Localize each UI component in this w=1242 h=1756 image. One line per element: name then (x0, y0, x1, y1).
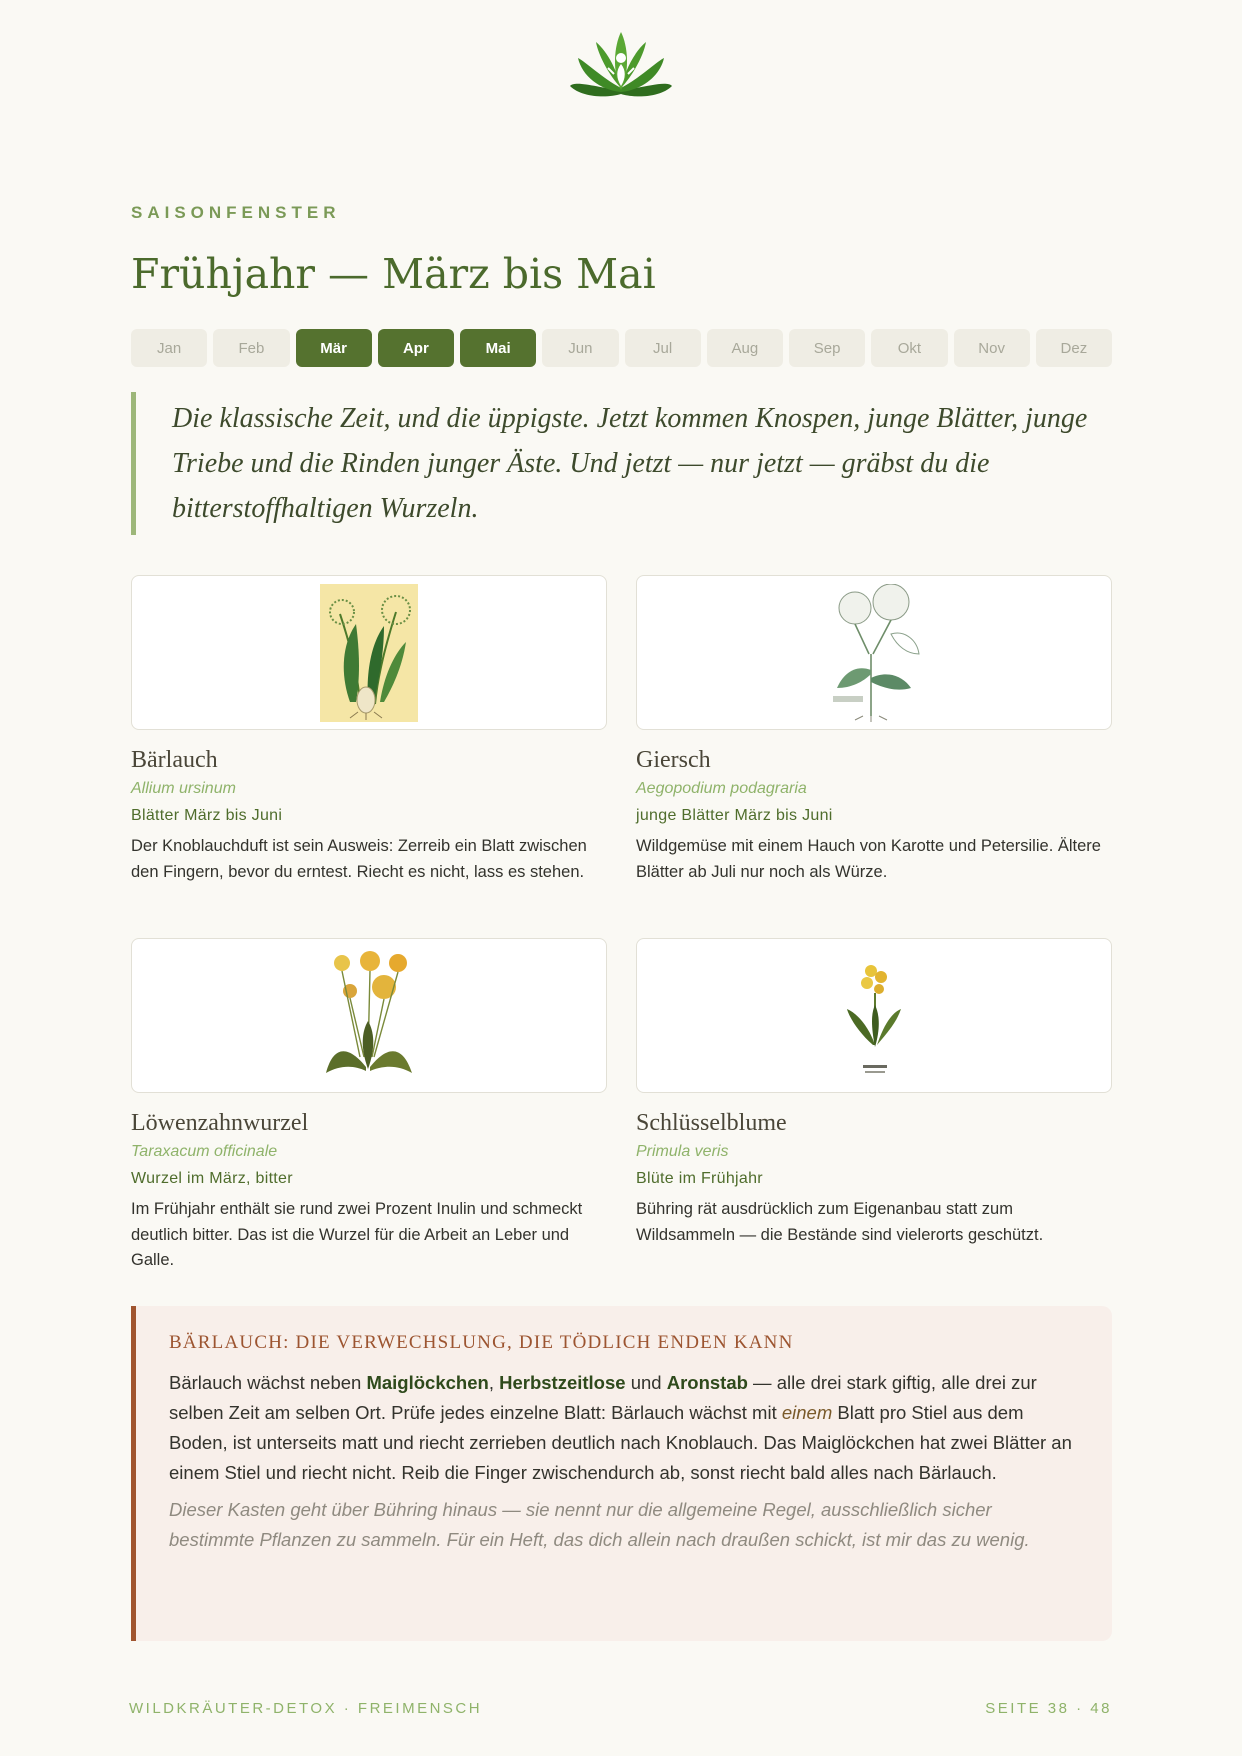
ground-elder-illustration (825, 584, 923, 722)
page-number: SEITE 38 · 48 (985, 1700, 1112, 1717)
month-mai: Mai (460, 329, 536, 367)
warning-box (131, 1306, 1112, 1641)
lotus-icon (568, 28, 674, 100)
plant-season: Blüte im Frühjahr (636, 1170, 763, 1187)
plant-season: junge Blätter März bis Juni (636, 807, 833, 824)
plant-description: Wildgemüse mit einem Hauch von Karotte und Petersilie. Ältere Blätter ab Juli nur noch als Würze. (636, 837, 1101, 881)
month-sep: Sep (789, 329, 865, 367)
month-aug: Aug (707, 329, 783, 367)
plant-latin-name: Allium ursinum (131, 780, 236, 797)
plant-card-giersch (636, 575, 1112, 885)
warning-heading: BÄRLAUCH: DIE VERWECHSLUNG, DIE TÖDLICH ENDEN KANN (169, 1332, 794, 1353)
poison-plant-arum: Aronstab (666, 1372, 748, 1393)
plant-season: Wurzel im März, bitter (131, 1170, 293, 1187)
plant-image-frame (131, 575, 607, 730)
cowslip-illustration (825, 947, 923, 1085)
plant-name: Schlüsselblume (636, 1110, 787, 1136)
footer-title: WILDKRÄUTER-DETOX · FREIMENSCH (129, 1700, 483, 1717)
plant-description: Im Frühjahr enthält sie rund zwei Prozent Inulin und schmeckt deutlich bitter. Das ist die Wurzel für die Arbeit an Leber und Galle. (131, 1200, 583, 1269)
section-eyebrow: SAISONFENSTER (131, 203, 341, 222)
poison-plant-crocus: Herbstzeitlose (499, 1372, 626, 1393)
month-jul: Jul (625, 329, 701, 367)
plant-season: Blätter März bis Juni (131, 807, 283, 824)
plant-latin-name: Taraxacum officinale (131, 1143, 278, 1160)
month-jan: Jan (131, 329, 207, 367)
plant-name: Giersch (636, 747, 711, 773)
dandelion-illustration (320, 947, 418, 1085)
plant-description: Der Knoblauchduft ist sein Ausweis: Zerreib ein Blatt zwischen den Fingern, bevor du erntest. Riecht es nicht, lass es stehen. (131, 837, 587, 881)
month-jun: Jun (542, 329, 618, 367)
plant-image-frame (636, 575, 1112, 730)
warning-note: Dieser Kasten geht über Bühring hinaus — sie nennt nur die allgemeine Regel, ausschließlich sicher bestimmte Pflanzen zu sammeln. Für ein Heft, das dich allein nach draußen schickt, ist mir das zu wenig. (169, 1499, 1030, 1550)
month-nov: Nov (954, 329, 1030, 367)
poison-plant-lily: Maiglöckchen (366, 1372, 489, 1393)
month-okt: Okt (871, 329, 947, 367)
plant-card-loewenzahnwurzel (131, 938, 607, 1274)
plant-image-frame (131, 938, 607, 1093)
plant-card-schluesselblume (636, 938, 1112, 1248)
emphasis-word: einem (781, 1402, 833, 1423)
intro-quote: Die klassische Zeit, und die üppigste. Jetzt kommen Knospen, junge Blätter, junge Triebe und die Rinden junger Äste. Und jetzt — nur jetzt — gräbst du die bitterstoffhaltigen Wurzeln. (131, 392, 1116, 535)
month-strip (131, 329, 1112, 367)
month-apr: Apr (378, 329, 454, 367)
plant-name: Bärlauch (131, 747, 218, 773)
month-mar: Mär (296, 329, 372, 367)
month-feb: Feb (213, 329, 289, 367)
plant-description: Bühring rät ausdrücklich zum Eigenanbau statt zum Wildsammeln — die Bestände sind vielerorts geschützt. (636, 1200, 1044, 1244)
plant-name: Löwenzahnwurzel (131, 1110, 309, 1136)
warning-body: Bärlauch wächst neben Maiglöckchen, Herbstzeitlose und Aronstab — alle drei stark giftig, alle drei zur selben Zeit am selben Ort. Prüfe jedes einzelne Blatt: Bärlauch wächst mit einem Blatt pro Stiel aus dem Boden, ist unterseits matt und riecht zerrieben deutlich nach Knoblauch. Das Maiglöckchen hat zwei Blätter an einem Stiel und riecht nicht. Reib die Finger zwischendurch ab, sonst riecht bald alles nach Bärlauch. (169, 1372, 1072, 1483)
wild-garlic-illustration (320, 584, 418, 722)
plant-image-frame (636, 938, 1112, 1093)
month-dez: Dez (1036, 329, 1112, 367)
plant-card-baerlauch (131, 575, 607, 885)
plant-latin-name: Aegopodium podagraria (636, 780, 807, 797)
page-title: Frühjahr — März bis Mai (131, 250, 656, 298)
plant-latin-name: Primula veris (636, 1143, 729, 1160)
